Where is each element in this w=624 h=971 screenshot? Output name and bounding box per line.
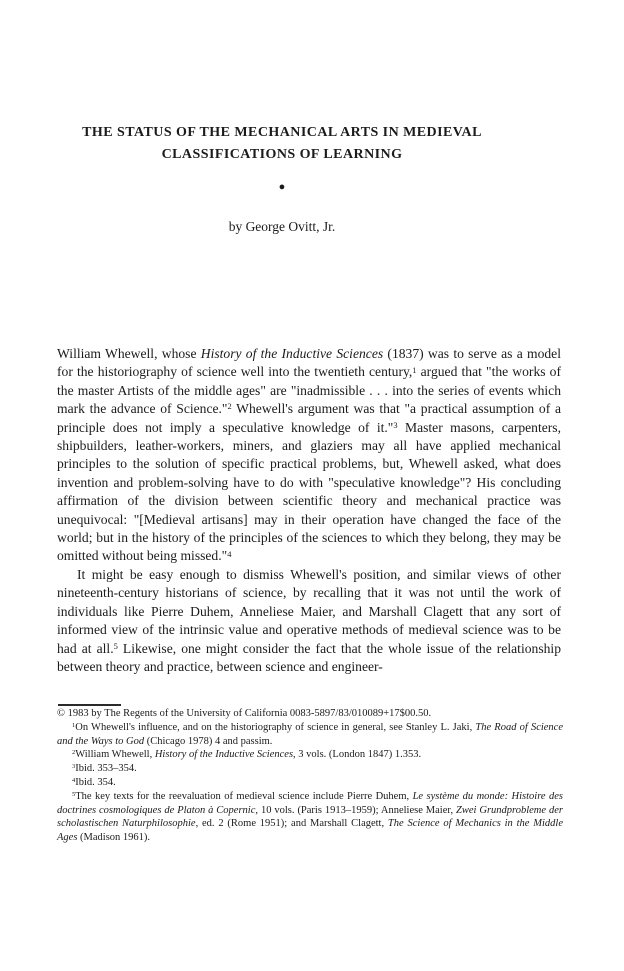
text-run: Whewell's argument was that "a practical assumption of a principle does not imply a speculative knowledge of it." — [57, 401, 561, 435]
text-run: William Whewell, — [75, 749, 155, 761]
text-run: argued that "the works of the master Artists of the middle ages" are "inadmissible . . . into the series of events which mark the advance of Science." — [57, 364, 561, 417]
separator-bullet-icon: ● — [278, 181, 286, 193]
footnote-marker: 3 — [72, 763, 76, 771]
text-run: On Whewell's influence, and on the historiography of science in general, see Stanley L. Jaki, — [75, 721, 476, 733]
copyright-line: © 1983 by The Regents of the University of California 0083-5897/83/010089+17$00.50. — [57, 708, 432, 719]
footnote-5 — [57, 790, 563, 845]
text-run: Master masons, carpenters, shipbuilders, leather-workers, miners, and glaziers may all have applied mechanical principles to the solution of specific practical problems, but, Whewell asked, what does invention and problem-solving have to do with "speculative knowledge"? His concluding affirmation of the division between scientific theory and mechanical practice was unequivocal: "[Medieval artisans] may in their operation have changed the face of the world; but in the history of the principles of the sciences to which they belong, they may be omitted without being missed." — [57, 419, 561, 564]
footnote-reference: 5 — [113, 640, 118, 651]
text-run: (1837) was to serve as a model for the historiography of science well into the twentieth century, — [57, 346, 561, 380]
footnote-marker: 4 — [72, 777, 76, 785]
text-run: The key texts for the reevaluation of medieval science include Pierre Duhem, — [75, 790, 413, 802]
footnote-4 — [57, 776, 563, 790]
text-run: Likewise, one might consider the fact that the whole issue of the relationship between theory and practice, between science and engineer- — [57, 640, 561, 674]
text-run: , 10 vols. (Paris 1913–1959); Anneliese Maier, — [255, 804, 457, 816]
italic-text-run: History of the Inductive Sciences — [154, 749, 294, 761]
footnote-marker: 5 — [72, 790, 76, 798]
author-byline: by George Ovitt, Jr. — [228, 219, 336, 234]
footnote-reference: 1 — [412, 364, 417, 375]
article-title-line-2: CLASSIFICATIONS OF LEARNING — [161, 147, 403, 162]
footnote-reference: 4 — [227, 548, 232, 559]
text-run: , 3 vols. (London 1847) 1.353. — [293, 749, 422, 761]
italic-text-run: History of the Inductive Sciences — [200, 346, 384, 361]
text-run: (Chicago 1978) 4 and passim. — [144, 735, 273, 747]
text-run: Ibid. 354. — [75, 776, 116, 788]
italic-text-run: The Road of Science and the Ways to God — [57, 721, 564, 747]
italic-text-run: Zwei Grundprobleme der scholastischen Naturphilosophie — [57, 804, 563, 830]
text-run: (Madison 1961). — [77, 832, 151, 844]
footnote-marker: 1 — [72, 721, 76, 729]
footnotes-section — [57, 707, 563, 845]
body-text — [57, 345, 561, 676]
footnote-reference: 2 — [227, 401, 232, 412]
article-title-line-1: THE STATUS OF THE MECHANICAL ARTS IN MEDIEVAL — [82, 125, 482, 140]
text-run: William Whewell, whose — [57, 346, 201, 361]
body-paragraph-1 — [57, 345, 561, 566]
text-run: It might be easy enough to dismiss Whewell's position, and similar views of other nineteenth-century historians of science, by recalling that it was not until the work of individuals like Pierre Duhem, Anneliese Maier, and Marshall Clagett that any sort of informed view of the intrinsic value and operative methods of medieval science was to be had at all. — [57, 566, 561, 656]
front-matter — [30, 122, 534, 235]
footnote-reference: 3 — [393, 419, 398, 430]
footnote-1 — [57, 721, 563, 749]
text-run: Ibid. 353–354. — [75, 763, 137, 775]
footnote-separator-rule — [58, 704, 121, 706]
footnote-3 — [57, 762, 563, 776]
italic-text-run: Le système du monde: Histoire des doctrines cosmologiques de Platon à Copernic — [57, 790, 563, 816]
italic-text-run: The Science of Mechanics in the Middle Ages — [57, 818, 563, 844]
text-run: , ed. 2 (Rome 1951); and Marshall Clagett, — [195, 818, 388, 830]
footnote-marker: 2 — [72, 749, 76, 757]
body-paragraph-2 — [57, 566, 561, 676]
footnote-2 — [57, 748, 563, 762]
footnote-list — [57, 721, 563, 845]
